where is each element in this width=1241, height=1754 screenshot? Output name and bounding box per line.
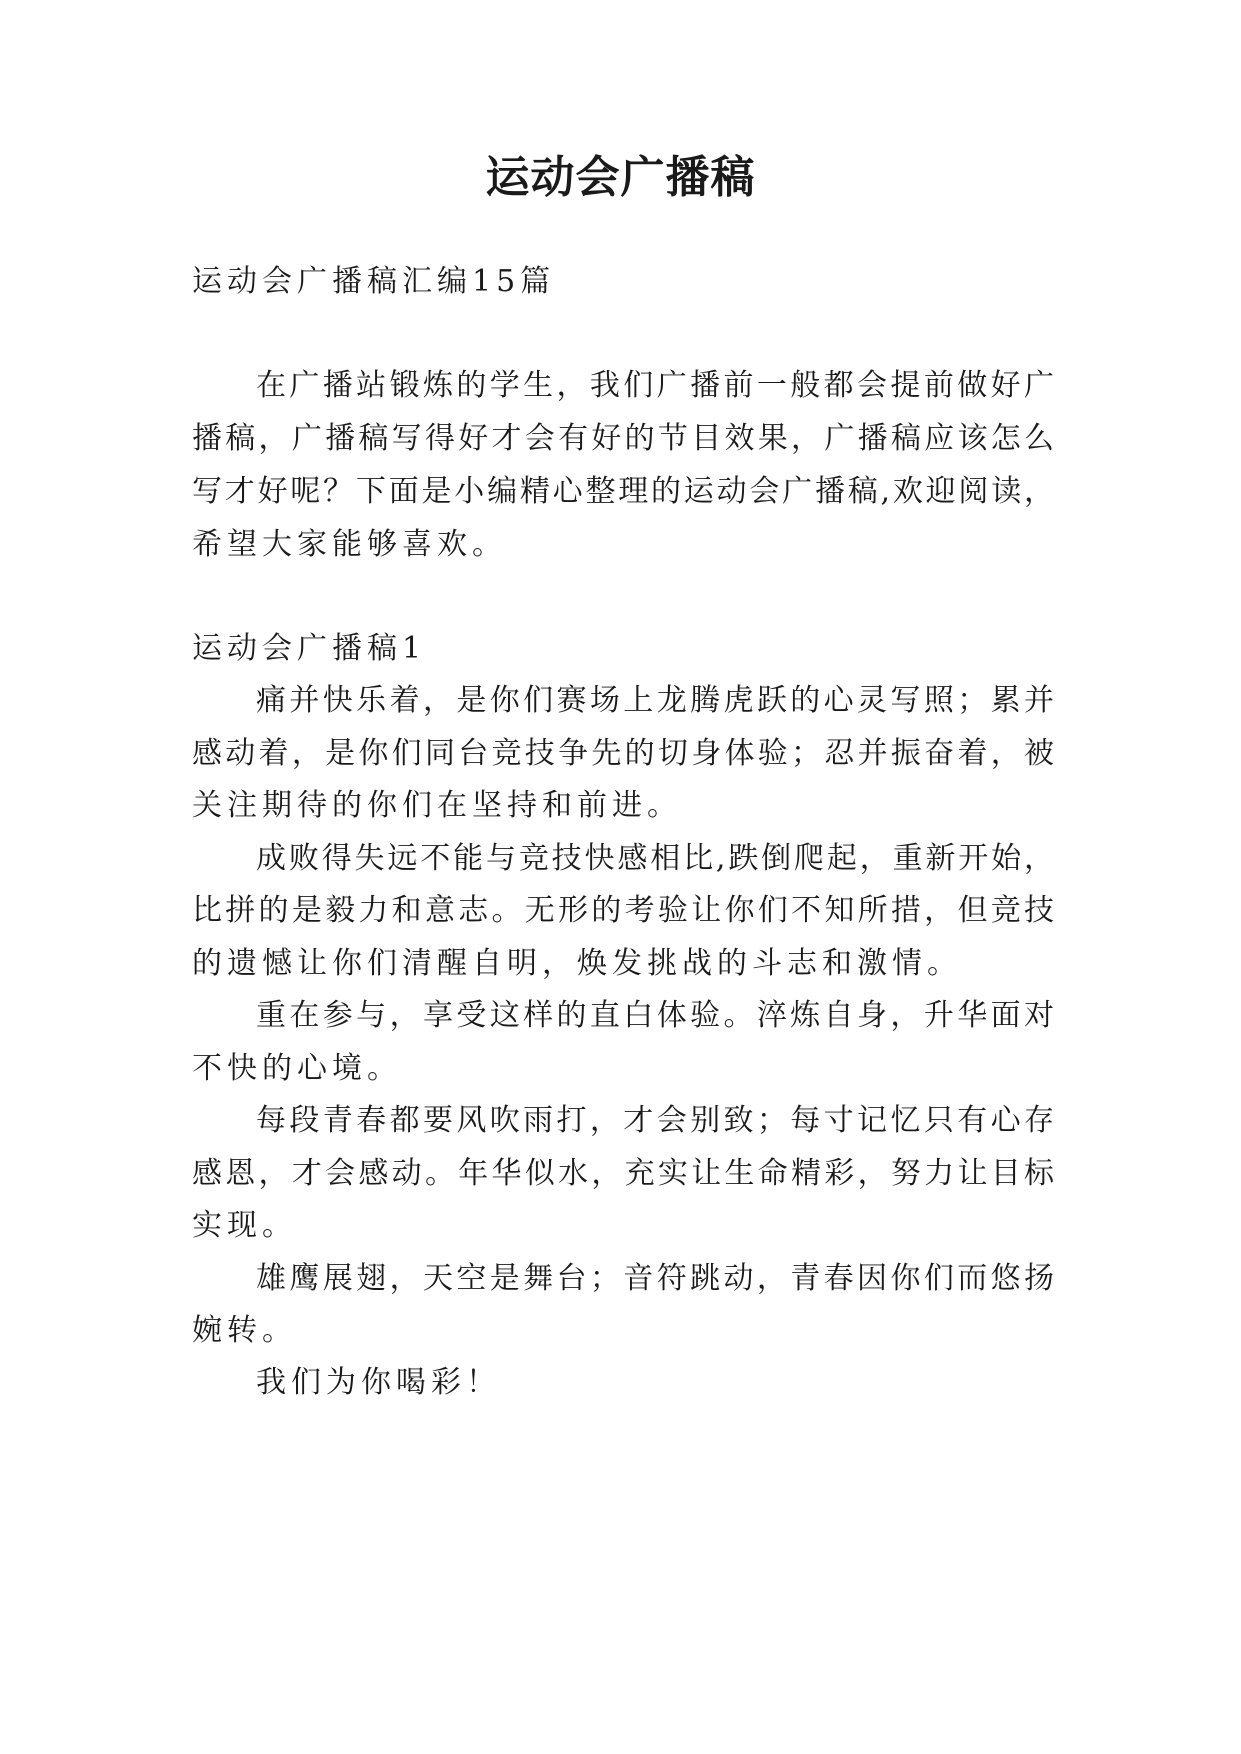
body-line: 感动着，是你们同台竞技争先的切身体验；忍并振奋着，被	[192, 736, 1054, 771]
body-line: 不快的心境。	[192, 1051, 402, 1086]
body-line: 我们为你喝彩！	[256, 1365, 501, 1400]
body-line: 的遗憾让你们清醒自明，焕发挑战的斗志和激情。	[192, 946, 962, 981]
body-line: 成败得失远不能与竞技快感相比,跌倒爬起，重新开始，	[256, 841, 1054, 876]
section-heading: 运动会广播稿1	[192, 631, 427, 666]
intro-line: 希望大家能够喜欢。	[192, 527, 507, 562]
body-line: 痛并快乐着，是你们赛场上龙腾虎跃的心灵写照；累并	[256, 683, 1054, 718]
intro-line: 播稿，广播稿写得好才会有好的节目效果，广播稿应该怎么	[192, 421, 1054, 456]
body-line: 雄鹰展翅，天空是舞台；音符跳动，青春因你们而悠扬	[256, 1261, 1054, 1296]
body-line: 重在参与，享受这样的直白体验。淬炼自身，升华面对	[256, 998, 1054, 1033]
subtitle: 运动会广播稿汇编15篇	[192, 264, 556, 299]
intro-line: 在广播站锻炼的学生，我们广播前一般都会提前做好广	[256, 368, 1054, 403]
document-title: 运动会广播稿	[485, 152, 756, 203]
body-line: 感恩，才会感动。年华似水，充实让生命精彩，努力让目标	[192, 1156, 1054, 1191]
body-line: 关注期待的你们在坚持和前进。	[192, 788, 682, 823]
intro-line: 写才好呢？下面是小编精心整理的运动会广播稿,欢迎阅读，	[192, 474, 1054, 509]
body-line: 实现。	[192, 1208, 297, 1243]
body-line: 婉转。	[192, 1313, 297, 1348]
body-line: 每段青春都要风吹雨打，才会别致；每寸记忆只有心存	[256, 1103, 1054, 1138]
body-line: 比拼的是毅力和意志。无形的考验让你们不知所措，但竞技	[192, 893, 1054, 928]
